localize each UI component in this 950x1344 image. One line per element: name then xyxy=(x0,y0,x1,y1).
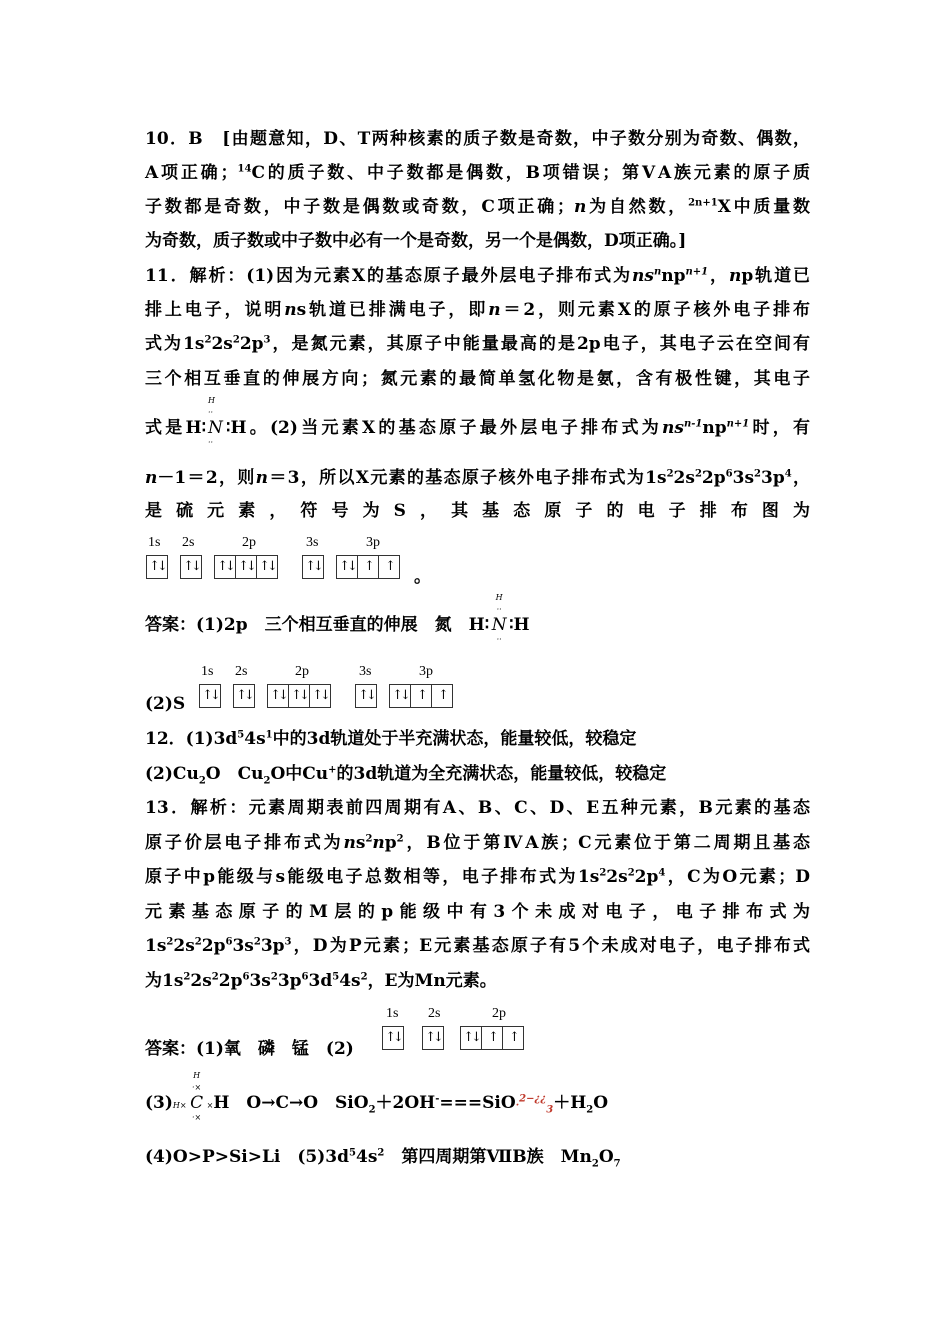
nh3-electron-dot-answer: H ·· N ·· xyxy=(491,593,507,644)
q13-line1: 13．解析：元素周期表前四周期有A、B、C、D、E五种元素，B元素的基态 xyxy=(145,798,810,818)
q11-line4: 三个相互垂直的伸展方向；氮元素的最简单氢化物是氨，含有极性键，其电子 xyxy=(145,369,810,389)
ch4-h-left: H xyxy=(172,1101,180,1110)
q13-line2: 原子价层电子排布式为$ns^2np^2$，B位于第ⅣA族；C元素位于第二周期且基态 xyxy=(145,833,810,853)
q10-line2: A项正确；$^{14}$C的质子数、中子数都是偶数，B项错误；第ⅤA族元素的原子质 xyxy=(145,163,810,183)
q10-line4: 为奇数，质子数或中子数中必有一个是奇数，另一个是偶数，D项正确。] xyxy=(145,231,687,251)
q11-line1: 11．解析：(1)因为元素X的基态原子最外层电子排布式为$ns^nnp^{n+1}$，np轨道已 xyxy=(145,266,811,286)
q10-line3: 子数都是奇数，中子数是偶数或奇数，C项正确；n为自然数，$^{2n+1}$X中质量数 xyxy=(145,197,810,217)
q11-line7: 是硫元素，符号为S，其基态原子的电子排布图为 xyxy=(145,501,810,521)
nh3-electron-dot: H ·· N ·· xyxy=(208,396,223,447)
q13-answer3: (3)H× H ·× C ·× ×H O→C→O $SiO_2+2OH^-===SiO\cdot^{2-¿¿}_3+H_2O$ xyxy=(145,1071,609,1122)
q13-answer4: (4)O>P>Si>Li $(5)3d^54s^2$ 第四周期第ⅦB族 $Mn_2O_7$ xyxy=(145,1147,621,1170)
q11-line5: 式是H∶ H ·· N ·· ∶H。(2)当元素X的基态原子最外层电子排布式为$ns^{n-1}np^{n+1}$时，有 xyxy=(145,396,811,447)
q11-line3: 式为$1s^22s^22p^3$，是氮元素，其原子中能量最高的是2p电子，其电子云在空间有 xyxy=(145,334,811,354)
q13-line3: 原子中p能级与s能级电子总数相等，电子排布式为$1s^22s^22p^4$，C为O元素；D xyxy=(145,867,810,887)
q11-line6: n－1＝2，则n＝3，所以X元素的基态原子核外电子排布式为$1s^22s^22p^63s^23p^4$， xyxy=(145,468,810,488)
q11-answer1: 答案：(1)2p 三个相互垂直的伸展 氮 H∶ H ·· N ·· ∶H xyxy=(145,593,530,644)
q12-line1: 12．$(1)3d^54s^1$中的3d轨道处于半充满状态，能量较低，较稳定 xyxy=(145,729,637,749)
orbital-diagram-carbon: 1s 2s 2p ↑↓ ↑↓ ↑↓ ↑ ↑ xyxy=(382,1006,552,1052)
q12-line2: $(2)Cu_2O$ $Cu_2O$中Cu+的3d轨道为全充满状态，能量较低，较稳定 xyxy=(145,764,667,787)
q13-line4: 元素基态原子的M层的p能级中有3个未成对电子，电子排布式为 xyxy=(145,902,810,922)
q13-line5: $1s^22s^22p^63s^23p^3$，D为P元素；E元素基态原子有5个未成对电子，电子排布式 xyxy=(145,936,810,956)
ch4-electron-dot: H ·× C ·× xyxy=(190,1071,204,1122)
q11-diagram-period: 。 xyxy=(414,567,431,587)
q13-line6: 为$1s^22s^22p^63s^23p^63d^54s^2$，E为Mn元素。 xyxy=(145,971,497,991)
orbital-diagram-sulfur: 1s 2s 2p 3s 3p ↑↓ ↑↓ ↑↓ ↑↓ ↑↓ ↑↓ ↑↓ ↑ ↑ xyxy=(146,535,426,581)
sio3-ion-charge: · xyxy=(515,1100,520,1111)
orbital-diagram-sulfur-answer: 1s 2s 2p 3s 3p ↑↓ ↑↓ ↑↓ ↑↓ ↑↓ ↑↓ ↑↓ ↑ ↑ xyxy=(195,664,475,710)
q11-answer2: (2)S xyxy=(145,694,186,714)
q10-line1: 10．B [由题意知，D、T两种核素的质子数是奇数，中子数分别为奇数、偶数， xyxy=(145,129,810,149)
q13-answer1: 答案：(1)氧 磷 锰 (2) xyxy=(145,1039,354,1059)
q11-line2: 排上电子，说明ns轨道已排满电子，即n＝2，则元素X的原子核外电子排布 xyxy=(145,300,810,320)
